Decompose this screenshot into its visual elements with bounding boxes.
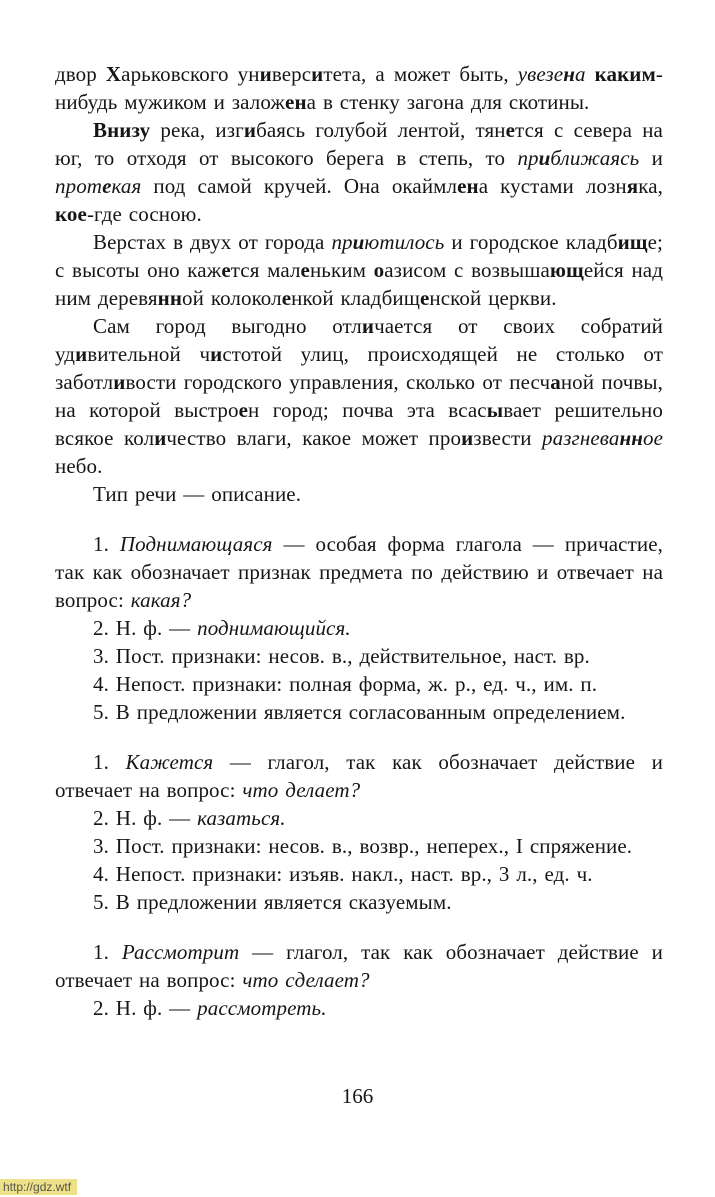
text-run: тся с севера на юг, то отходя от высокого берега в степь, то: [55, 118, 663, 170]
text-run: баясь голубой лентой, тян: [256, 118, 506, 142]
text-run: каким: [594, 62, 656, 86]
text-run: поднимающийся.: [197, 616, 351, 640]
text-run: [586, 62, 595, 86]
paragraph: [55, 312, 663, 480]
text-run: ейся над ним деревя: [55, 258, 663, 310]
paragraph: [55, 888, 663, 916]
text-run: верс: [271, 62, 312, 86]
text-run: рассмотреть.: [197, 996, 327, 1020]
text-run: ищ: [617, 230, 648, 254]
paragraph: [55, 614, 663, 642]
text-run: и: [352, 230, 365, 254]
paragraph: [55, 804, 663, 832]
text-run: пр: [331, 230, 353, 254]
paragraph: [55, 670, 663, 698]
text-run: ой колокол: [182, 286, 282, 310]
text-run: вает решительно всякое кол: [55, 398, 663, 450]
text-run: чается от своих собратий уд: [55, 314, 663, 366]
text-run: звести: [473, 426, 543, 450]
text-run: е: [281, 286, 292, 310]
text-run: стотой улиц, происходящей не столько от заботл: [55, 342, 663, 394]
text-run: и: [259, 62, 272, 86]
text-run: разгнева: [542, 426, 620, 450]
text-run: нкой кладбищ: [291, 286, 420, 310]
text-run: е: [102, 174, 112, 198]
text-run: ближаясь: [550, 146, 640, 170]
paragraph: [55, 530, 663, 614]
text-run: ое: [642, 426, 663, 450]
text-run: вости городского управления, сколько от песч: [125, 370, 551, 394]
text-run: и: [243, 118, 257, 142]
text-run: тся мал: [230, 258, 301, 282]
watermark-url-label: http://gdz.wtf: [0, 1179, 77, 1195]
text-run: Поднимающаяся: [119, 532, 273, 556]
text-run: нской церкви.: [429, 286, 557, 310]
text-run: 1.: [93, 532, 120, 556]
text-run: 1.: [93, 750, 126, 774]
text-run: Х: [105, 62, 122, 86]
text-run: и: [210, 342, 223, 366]
text-run: — глагол, так как обозначает действие и отвечает на вопрос:: [55, 750, 663, 802]
text-run: ен: [457, 174, 479, 198]
text-run: 3. Пост. признаки: несов. в., действительное, наст. вр.: [93, 644, 590, 668]
text-run: е: [238, 398, 249, 422]
text-run: н: [563, 62, 575, 86]
text-run: 2. Н. ф. —: [93, 616, 198, 640]
text-run: — особая форма глагола — причастие, так как обозначает признак предмета по действию и отвечает на вопрос:: [55, 532, 663, 612]
paragraph: [55, 748, 663, 804]
text-run: а в стенку загона для скотины.: [306, 90, 590, 114]
text-run: что сделает?: [242, 968, 370, 992]
paragraph: [55, 860, 663, 888]
text-run: н город; почва эта всас: [248, 398, 487, 422]
text-run: чество влаги, какое может про: [166, 426, 462, 450]
text-run: и: [361, 314, 375, 338]
text-run: ньким: [309, 258, 374, 282]
text-run: е: [300, 258, 310, 282]
paragraph: [55, 994, 663, 1022]
text-run: казаться.: [197, 806, 286, 830]
text-run: е; с высоты оно каж: [55, 230, 663, 282]
text-run: и: [461, 426, 474, 450]
text-run: ющ: [549, 258, 584, 282]
paragraph: [55, 60, 663, 116]
text-run: двор: [55, 62, 106, 86]
text-run: — глагол, так как обозначает действие и отвечает на вопрос:: [55, 940, 663, 992]
paragraph: [55, 832, 663, 860]
text-run: а: [574, 62, 586, 86]
text-run: ной почвы, на которой выстро: [55, 370, 663, 422]
text-run: и: [538, 146, 551, 170]
text-run: о: [373, 258, 385, 282]
text-run: вительной ч: [87, 342, 211, 366]
text-run: 3. Пост. признаки: несов. в., возвр., неперех., I спряжение.: [93, 834, 633, 858]
page-text: [55, 60, 663, 1022]
paragraph: [55, 228, 663, 312]
text-run: прот: [55, 174, 103, 198]
text-run: что делает?: [242, 778, 361, 802]
text-run: -где сосною.: [86, 202, 202, 226]
text-run: 2. Н. ф. —: [93, 806, 198, 830]
paragraph: [55, 480, 663, 508]
text-run: тета, а может быть,: [323, 62, 518, 86]
text-run: и: [113, 370, 126, 394]
text-run: ен: [285, 90, 307, 114]
text-run: 2. Н. ф. —: [93, 996, 198, 1020]
text-run: и городское кладб: [444, 230, 618, 254]
text-run: 5. В предложении является сказуемым.: [93, 890, 452, 914]
text-run: е: [419, 286, 430, 310]
paragraph: [55, 642, 663, 670]
text-run: пр: [517, 146, 539, 170]
text-run: 4. Непост. признаки: изъяв. накл., наст. вр., 3 л., ед. ч.: [93, 862, 593, 886]
text-run: кое: [55, 202, 87, 226]
text-run: я: [626, 174, 639, 198]
text-run: 5. В предложении является согласованным определением.: [93, 700, 626, 724]
page-number: 166: [341, 1084, 374, 1108]
text-run: и: [154, 426, 167, 450]
text-run: под самой кручей. Она окаймл: [141, 174, 458, 198]
text-run: 4. Непост. признаки: полная форма, ж. р., ед. ч., им. п.: [93, 672, 598, 696]
paragraph: [55, 698, 663, 726]
text-run: -нибудь мужиком и залож: [55, 62, 663, 114]
text-run: небо.: [55, 454, 103, 478]
text-run: а кустами лозн: [478, 174, 627, 198]
paragraph: [55, 938, 663, 994]
text-run: азисом с возвыша: [384, 258, 550, 282]
text-run: е: [505, 118, 516, 142]
text-run: и: [639, 146, 663, 170]
text-run: ы: [486, 398, 504, 422]
text-run: Кажется: [125, 750, 214, 774]
text-run: увезе: [517, 62, 564, 86]
text-run: Верстах в двух от города: [93, 230, 332, 254]
text-run: какая?: [130, 588, 192, 612]
text-run: Сам город выгодно отл: [93, 314, 362, 338]
text-run: е: [221, 258, 231, 282]
text-run: ка,: [638, 174, 663, 198]
text-run: река, изг: [150, 118, 244, 142]
text-run: а: [550, 370, 561, 394]
text-run: кая: [111, 174, 142, 198]
text-run: Внизу: [93, 118, 151, 142]
text-run: ютилось: [364, 230, 445, 254]
text-run: нн: [619, 426, 643, 450]
text-run: Рассмотрит: [121, 940, 240, 964]
text-run: 1.: [93, 940, 122, 964]
text-run: нн: [157, 286, 183, 310]
paragraph: [55, 116, 663, 228]
text-run: Тип речи — описание.: [93, 482, 302, 506]
text-run: арьковского ун: [121, 62, 260, 86]
text-run: и: [75, 342, 88, 366]
text-run: и: [311, 62, 324, 86]
